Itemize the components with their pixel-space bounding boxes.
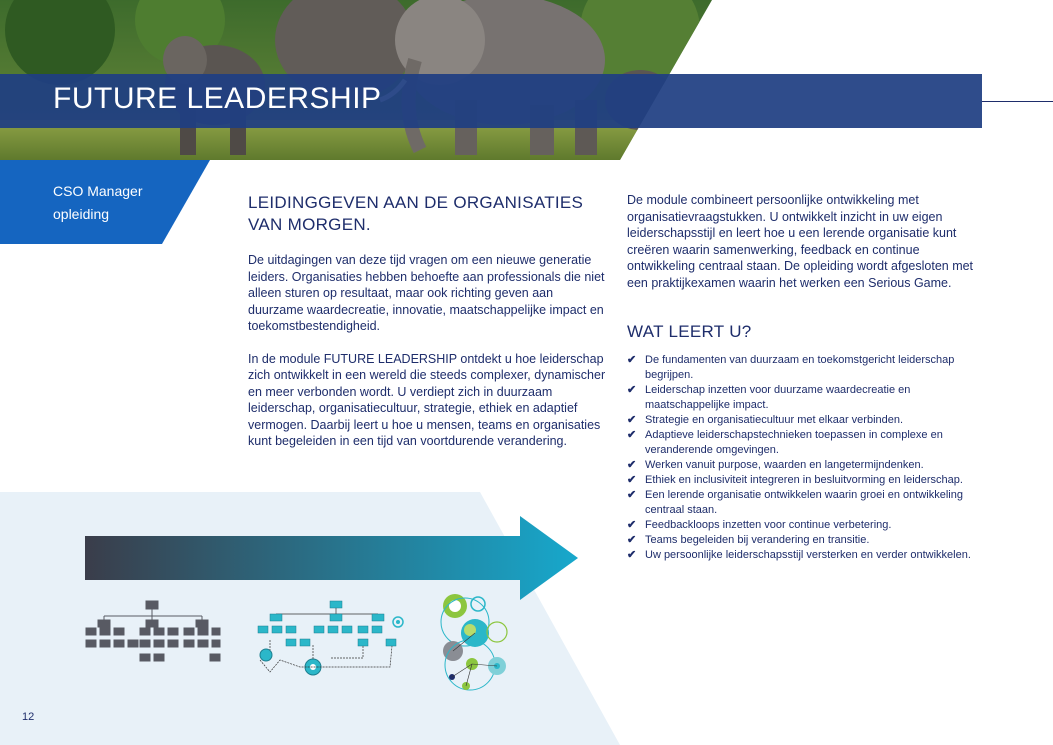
check-icon: ✔ <box>627 474 637 486</box>
section-heading-line2: VAN MORGEN. <box>248 215 371 234</box>
check-icon: ✔ <box>627 534 637 546</box>
list-item-text: Leiderschap inzetten voor duurzame waardecreatie en maatschappelijke impact. <box>645 384 911 411</box>
list-item-text: Ethiek en inclusiviteit integreren in besluitvorming en leiderschap. <box>645 474 963 486</box>
list-item-text: Werken vanuit purpose, waarden en langetermijndenken. <box>645 459 924 471</box>
module-intro-paragraph: De module combineert persoonlijke ontwikkeling met organisatievraagstukken. U ontwikkelt inzicht in uw eigen leiderschapsstijl en leert hoe u een lerende organisatie kunt creëren waarin samenwerking, feedback en continue ontwikkeling centraal staan. De opleiding wordt afgesloten met een praktijkexamen waarin het werken een Serious Game. <box>627 193 974 290</box>
section-heading-line1: LEIDINGGEVEN AAN DE ORGANISATIES <box>248 193 584 212</box>
check-icon: ✔ <box>627 429 637 441</box>
page-number: 12 <box>22 711 35 723</box>
check-icon: ✔ <box>627 354 637 366</box>
check-icon: ✔ <box>627 459 637 471</box>
network-org-chart-icon <box>258 601 403 675</box>
module-paragraph-start: In de module <box>248 351 324 366</box>
list-item-text: Uw persoonlijke leiderschapsstijl versterken en verder ontwikkelen. <box>645 549 971 561</box>
list-item-text: Teams begeleiden bij verandering en transitie. <box>645 534 870 546</box>
side-tag-line2: opleiding <box>53 206 110 222</box>
gradient-arrow <box>85 516 578 600</box>
side-tag-line1: CSO Manager <box>53 183 143 199</box>
module-paragraph-rest: ontdekt u hoe leiderschap zich ontwikkelt in een wereld die steeds complexer, dynamischer en meer verbonden wordt. U verdiept zich in duurzaam leiderschap, organisatiecultuur, strategie, ethiek en adaptief vermogen. Daarbij leert u hoe u mensen, teams en organisaties kunt begeleiden in een tijd van voortdurende verandering. <box>248 351 606 448</box>
list-item-text: Een lerende organisatie ontwikkelen waarin groei en ontwikkeling centraal staan. <box>645 489 963 516</box>
list-item-text: Feedbackloops inzetten voor continue verbetering. <box>645 519 892 531</box>
circles-ecosystem-icon <box>441 594 507 690</box>
intro-paragraph: De uitdagingen van deze tijd vragen om een nieuwe generatie leiders. Organisaties hebben behoefte aan professionals die niet alleen sturen op resultaat, maar ook richting geven aan duurzame waardecreatie, innovatie, maatschappelijke impact en toekomstbestendigheid. <box>248 253 605 333</box>
module-name: FUTURE LEADERSHIP <box>323 351 457 366</box>
list-item-text: De fundamenten van duurzaam en toekomstgericht leiderschap begrijpen. <box>645 354 955 381</box>
check-icon: ✔ <box>627 414 637 426</box>
check-icon: ✔ <box>627 384 637 396</box>
check-icon: ✔ <box>627 489 637 501</box>
check-icon: ✔ <box>627 519 637 531</box>
list-item-text: Adaptieve leiderschapstechnieken toepassen in complexe en veranderende omgevingen. <box>645 429 943 456</box>
learning-heading: WAT LEERT U? <box>627 322 752 341</box>
hierarchy-org-chart-icon <box>86 601 220 661</box>
check-icon: ✔ <box>627 549 637 561</box>
page-title: FUTURE LEADERSHIP <box>53 82 382 115</box>
list-item-text: Strategie en organisatiecultuur met elkaar verbinden. <box>645 414 904 426</box>
